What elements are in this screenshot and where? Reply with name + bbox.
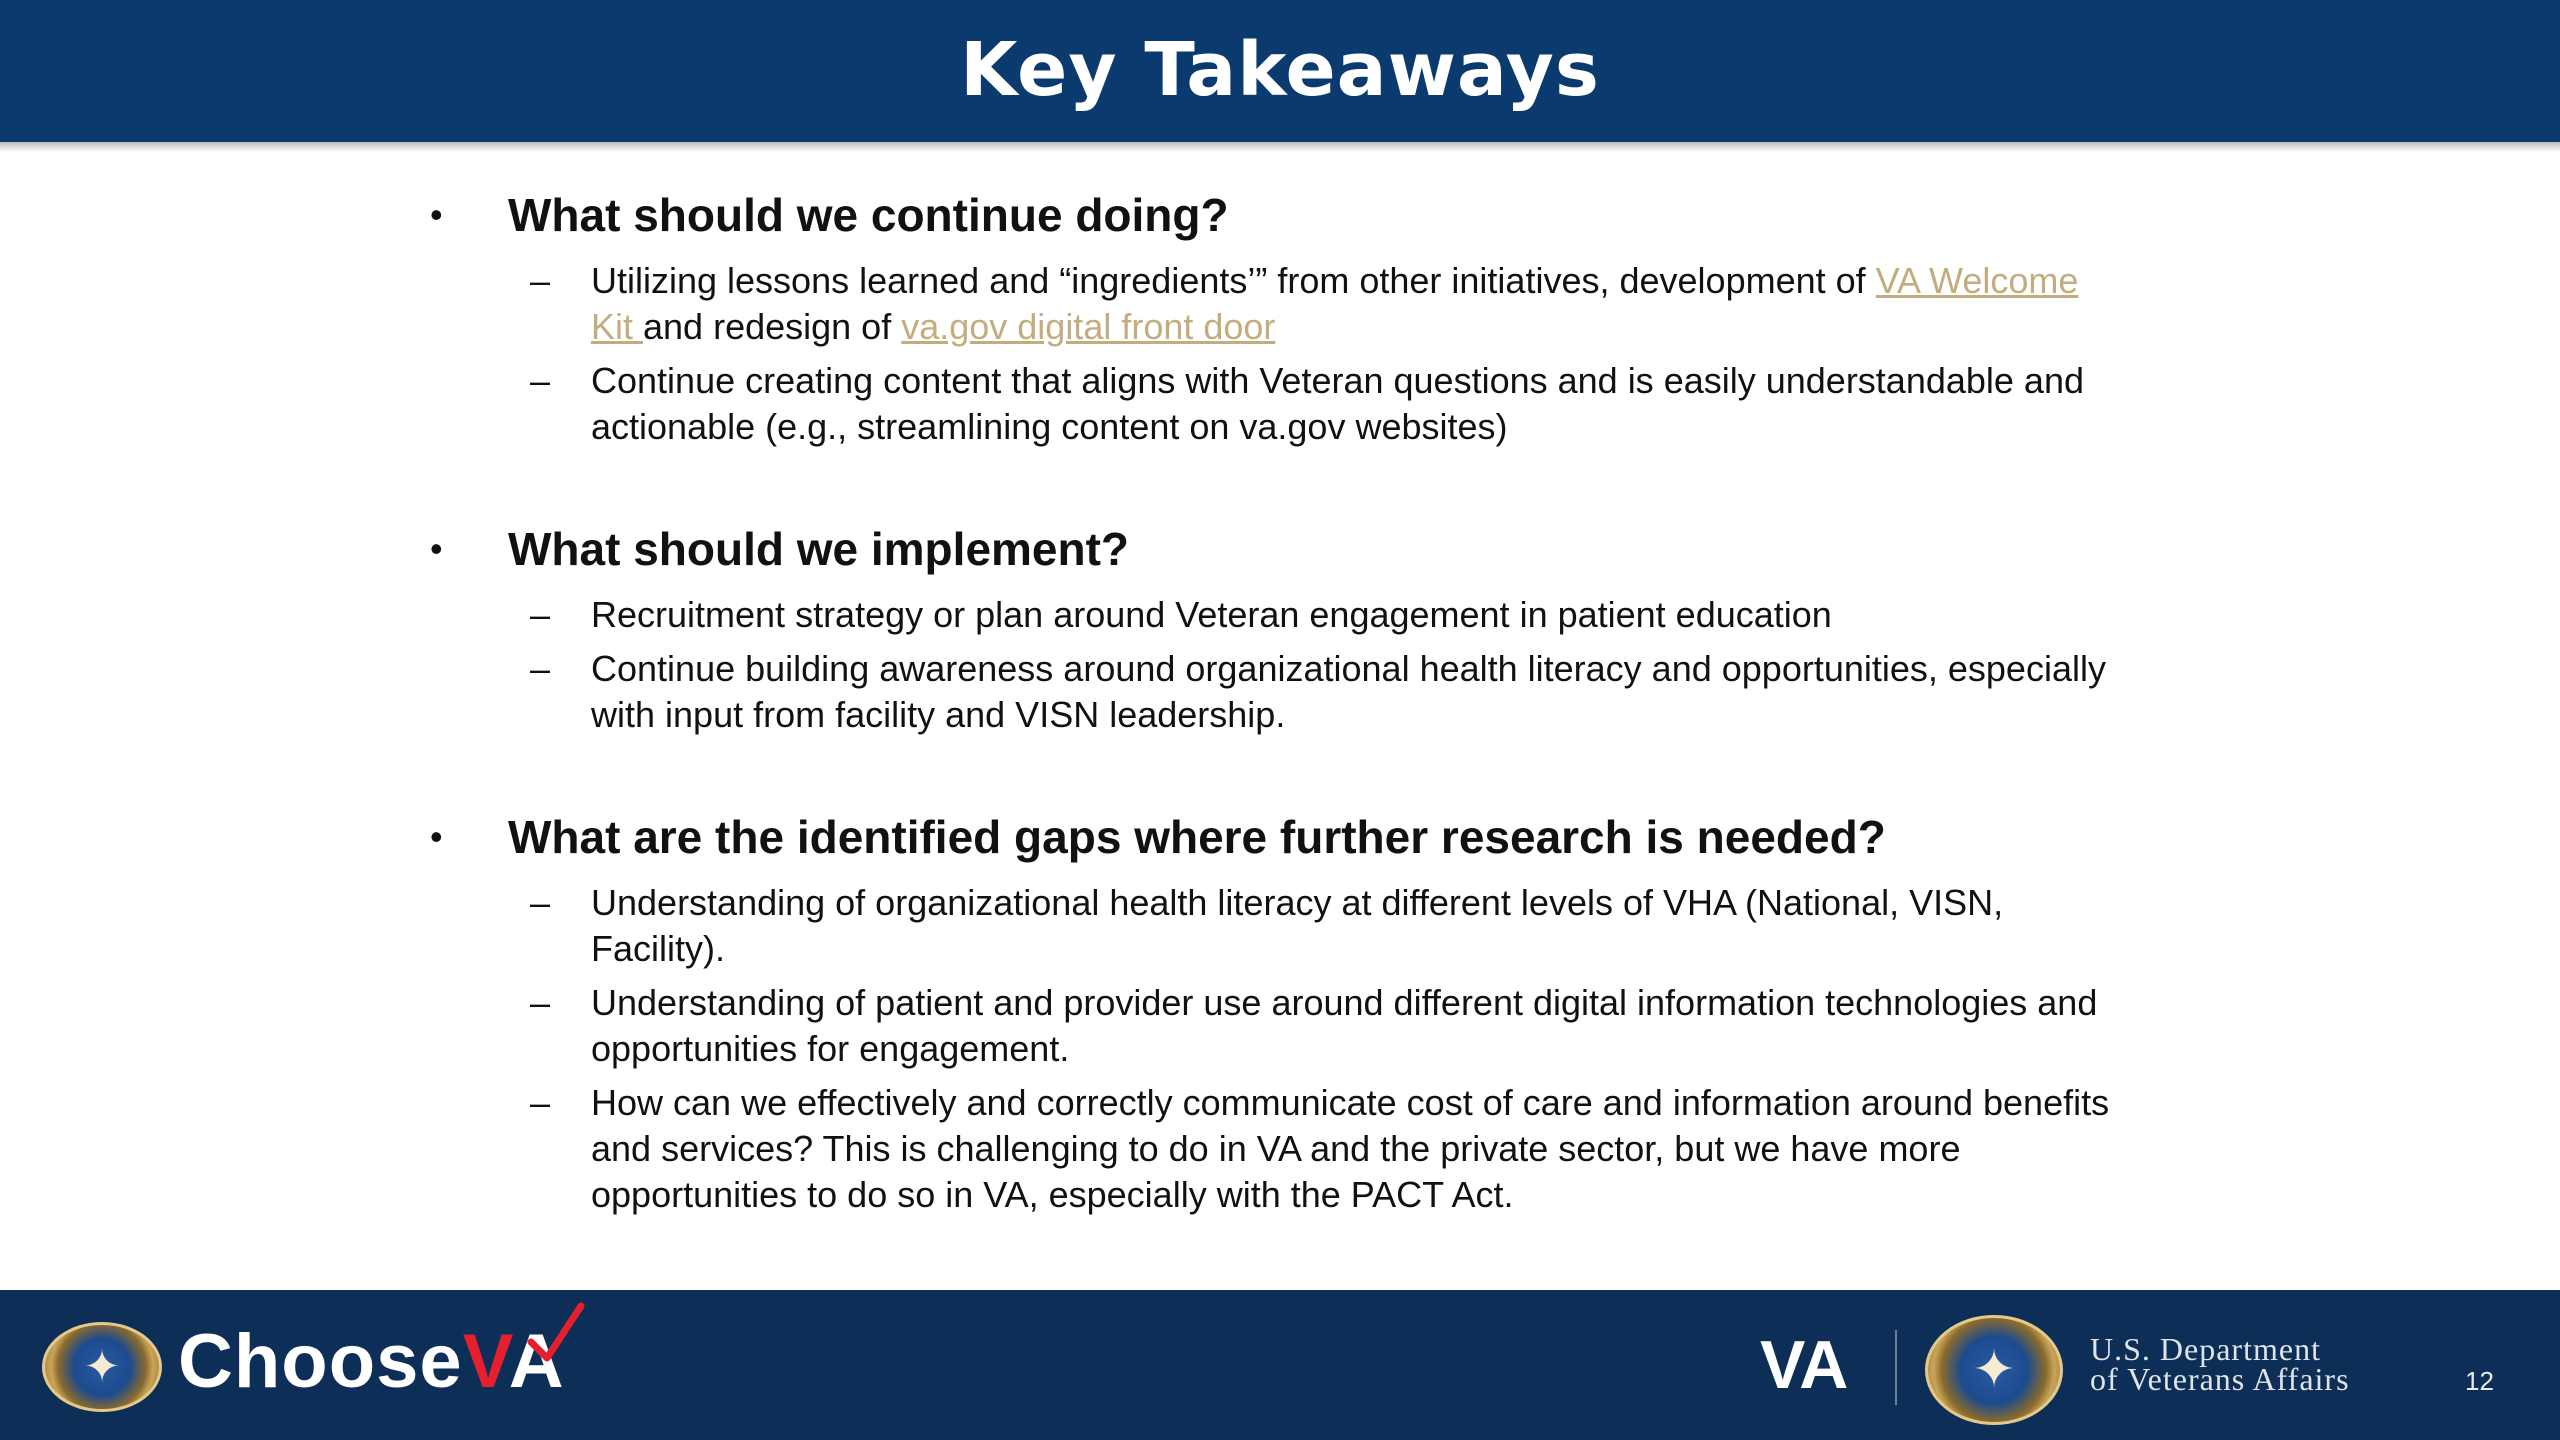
choose-va-suffix: A — [508, 1319, 565, 1404]
department-name-line1: U.S. Department — [2090, 1331, 2321, 1367]
list-item-text: How can we effectively and correctly communicate cost of care and information around benefits and services? This is challenging to do in VA and the private sector, but we have more opportunities to do so in VA, especially with the PACT Act. — [591, 1082, 2110, 1215]
bullet-icon: • — [430, 528, 443, 569]
list-item — [430, 880, 2111, 972]
slide-title: Key Takeaways — [960, 27, 1600, 113]
list-item — [430, 1080, 2111, 1218]
dash-icon: – — [530, 594, 551, 635]
choose-va-v: V — [462, 1319, 509, 1404]
list-item — [430, 646, 2111, 738]
section-heading-text: What should we implement? — [508, 523, 1130, 575]
sub-list — [430, 592, 2130, 738]
bullet-icon: • — [430, 816, 443, 857]
section-implement — [430, 514, 2130, 738]
va-welcome-kit-link[interactable]: VA Welcome Kit — [591, 260, 2079, 347]
title-bar — [0, 0, 2560, 142]
section-heading-text: What should we continue doing? — [508, 189, 1229, 241]
section-heading — [430, 180, 2130, 250]
section-heading — [430, 802, 2130, 872]
section-heading-text: What are the identified gaps where further research is needed? — [508, 811, 1886, 863]
slide-content — [430, 180, 2130, 1282]
dash-icon: – — [530, 982, 551, 1023]
list-item-text: Continue building awareness around organizational health literacy and opportunities, especially with input from facility and VISN leadership. — [591, 648, 2106, 735]
dash-icon: – — [530, 648, 551, 689]
sub-list — [430, 880, 2130, 1218]
list-item — [430, 358, 2111, 450]
list-item — [430, 592, 2111, 638]
list-item-text: Understanding of organizational health literacy at different levels of VHA (National, VISN, Facility). — [591, 882, 2004, 969]
bullet-icon: • — [430, 194, 443, 235]
section-continue-doing — [430, 180, 2130, 450]
list-item — [430, 980, 2111, 1072]
dash-icon: – — [530, 882, 551, 923]
choose-va-logo — [178, 1318, 565, 1405]
dept-seal-icon — [1925, 1315, 2063, 1425]
list-item-text: and redesign of — [643, 306, 902, 347]
dash-icon: – — [530, 360, 551, 401]
eagle-icon: ✦ — [83, 1341, 121, 1393]
list-item — [430, 258, 2111, 350]
va-wordmark: VA — [1760, 1327, 1848, 1403]
footer-divider — [1895, 1330, 1897, 1405]
sub-list — [430, 258, 2130, 450]
department-name-line2: of Veterans Affairs — [2090, 1361, 2350, 1397]
section-heading — [430, 514, 2130, 584]
dash-icon: – — [530, 1082, 551, 1123]
page-number: 12 — [2465, 1366, 2494, 1396]
department-name — [2090, 1331, 2350, 1397]
list-item-text: Recruitment strategy or plan around Veteran engagement in patient education — [591, 594, 1832, 635]
list-item-text: Understanding of patient and provider use around different digital information technologies and opportunities for engagement. — [591, 982, 2098, 1069]
list-item-text: Utilizing lessons learned and “ingredients’” from other initiatives, development of — [591, 260, 1876, 301]
va-gov-front-door-link[interactable]: va.gov digital front door — [901, 306, 1276, 347]
list-item-text: Continue creating content that aligns with Veteran questions and is easily understandable and actionable (e.g., streamlining content on va.gov websites) — [591, 360, 2084, 447]
eagle-icon: ✦ — [1972, 1340, 2016, 1400]
title-bar-shadow — [0, 142, 2560, 152]
dash-icon: – — [530, 260, 551, 301]
va-seal-icon — [42, 1322, 162, 1412]
red-checkmark-icon — [525, 1302, 585, 1362]
section-research-gaps — [430, 802, 2130, 1218]
choose-va-prefix: Choose — [178, 1319, 463, 1404]
